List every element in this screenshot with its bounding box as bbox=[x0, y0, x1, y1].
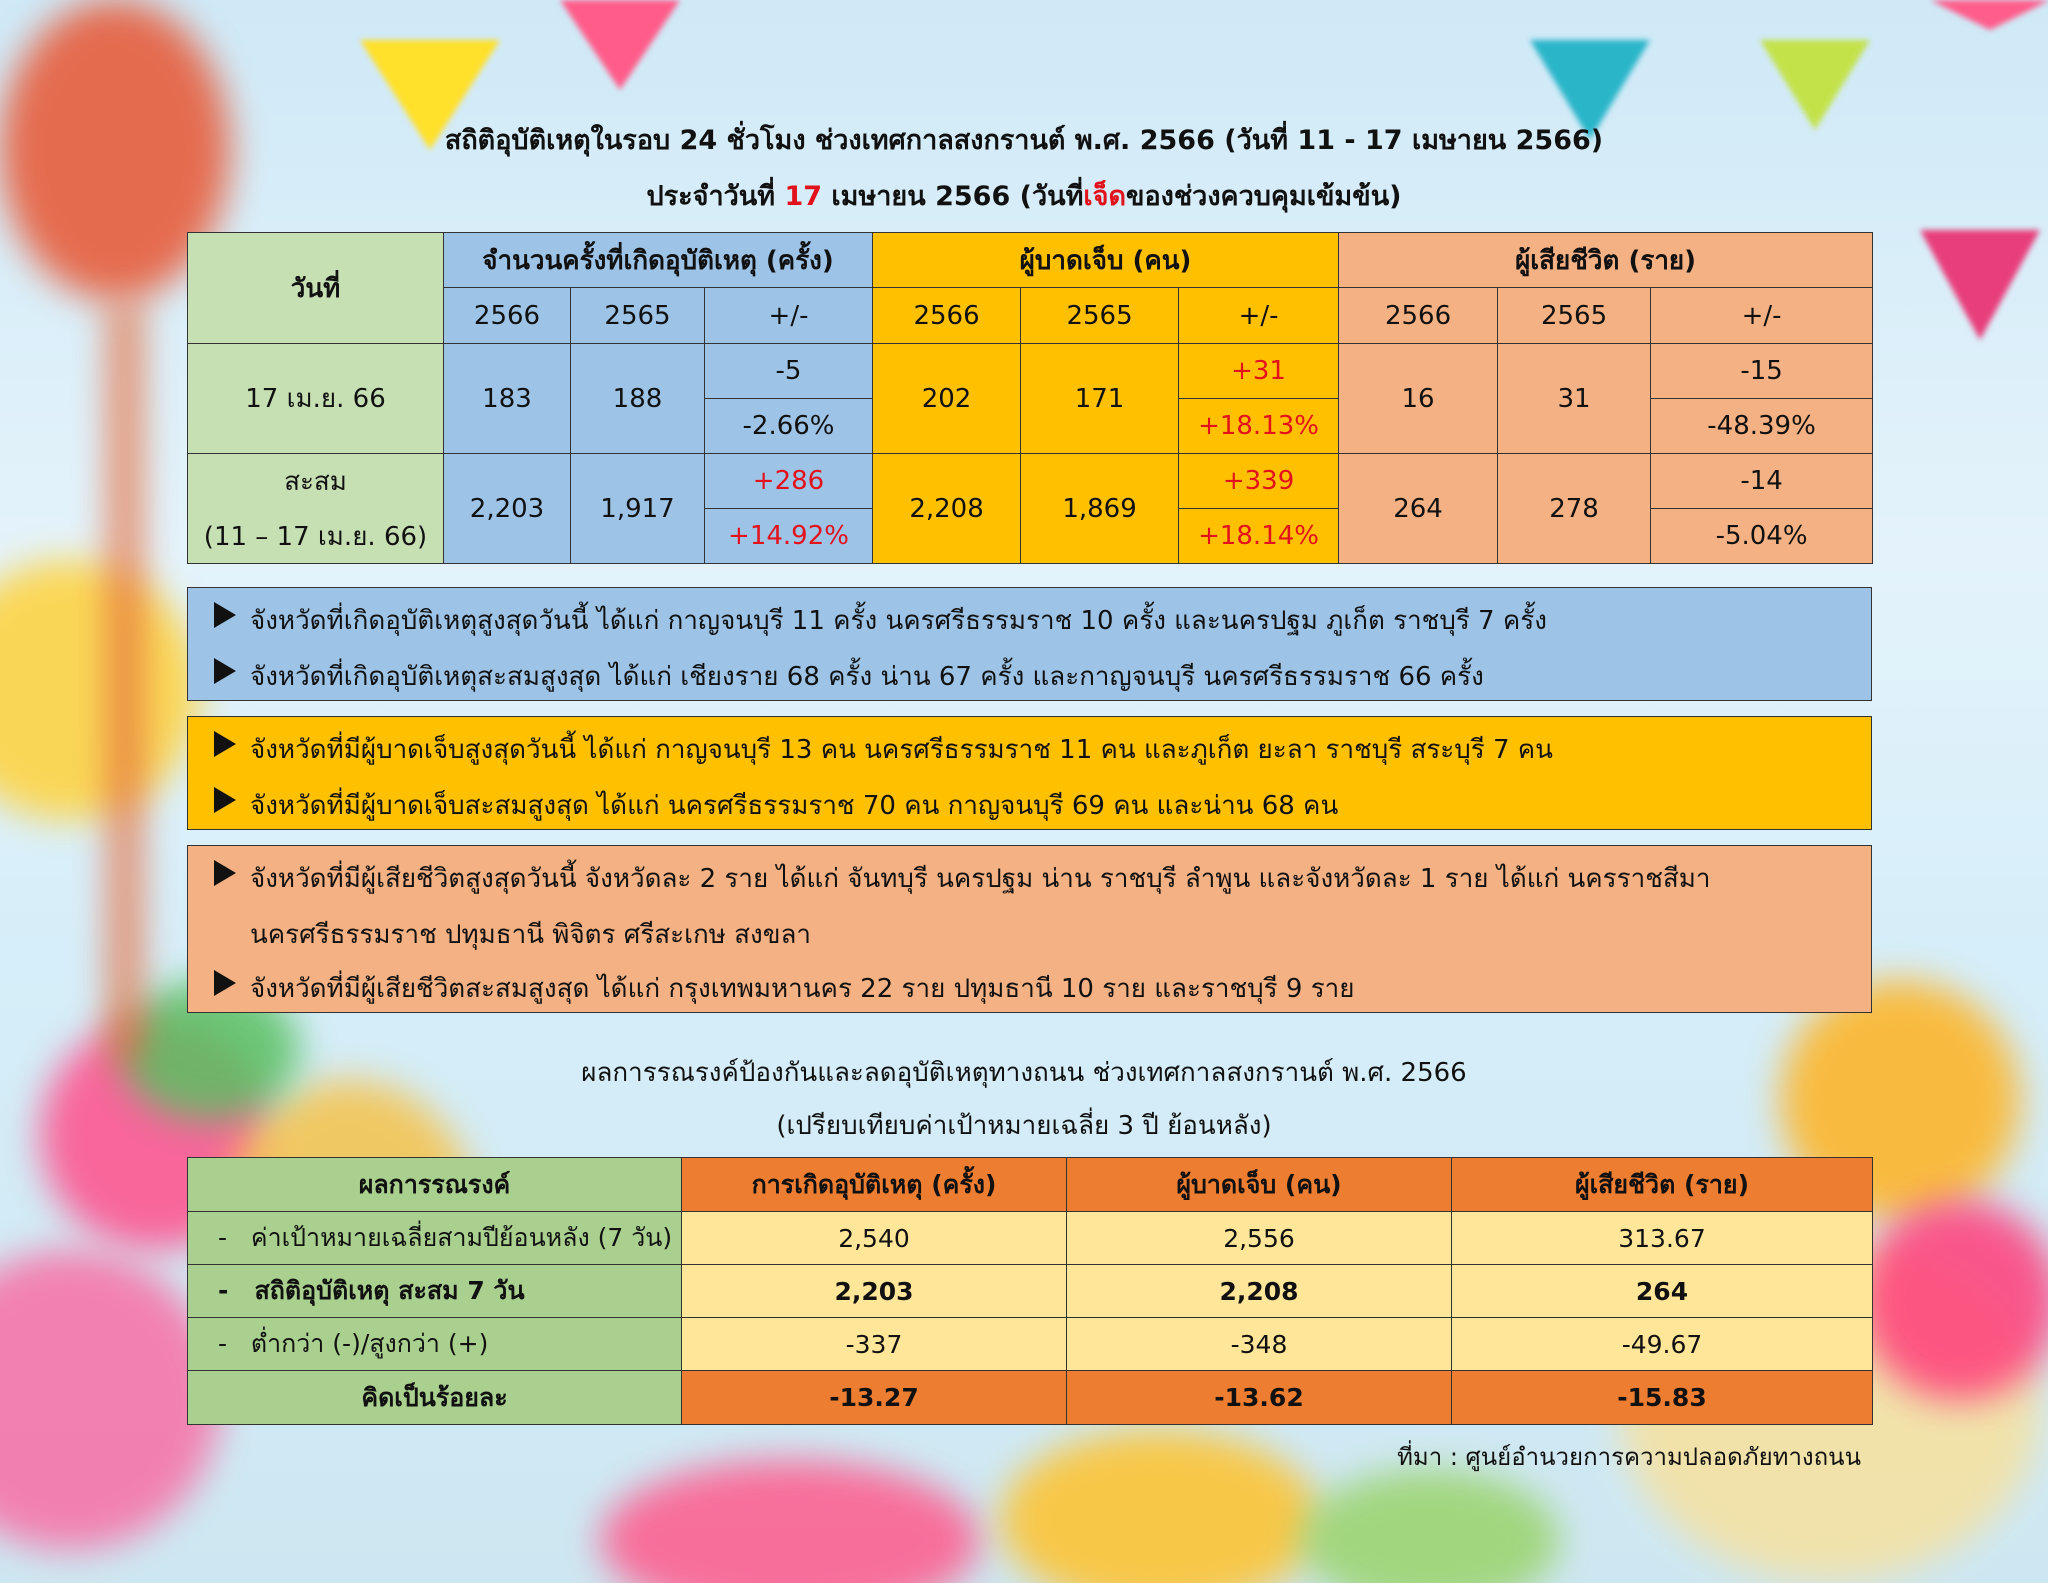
bullet-text: จังหวัดที่มีผู้เสียชีวิตสูงสุดวันนี้ จังหวัดละ 2 ราย ได้แก่ จันทบุรี นครปฐม น่าน ราชบุรี ลำพูน และจังหวัดละ 1 ราย ได้แก่ นครราชสีมา bbox=[250, 864, 1711, 894]
diff-header: +/- bbox=[705, 288, 873, 344]
year-2565: 2565 bbox=[1498, 288, 1651, 344]
bullet-text: จังหวัดที่มีผู้บาดเจ็บสะสมสูงสุด ได้แก่ นครศรีธรรมราช 70 คน กาญจนบุรี 69 คน และน่าน 68 คน bbox=[250, 791, 1339, 821]
diff-header: +/- bbox=[1651, 288, 1873, 344]
cell-diff: +339 bbox=[1179, 454, 1339, 509]
row-date-cumulative bbox=[188, 454, 444, 564]
arrow-bullet-icon bbox=[214, 602, 236, 628]
header-deaths: ผู้เสียชีวิต (ราย) bbox=[1339, 233, 1873, 288]
cell-value: 2,208 bbox=[1067, 1265, 1452, 1318]
bullet-item bbox=[250, 656, 1484, 697]
subtitle-part: เมษายน 2566 (วันที่ bbox=[822, 181, 1084, 212]
bullet-text: จังหวัดที่มีผู้เสียชีวิตสะสมสูงสุด ได้แก่ กรุงเทพมหานคร 22 ราย ปทุมธานี 10 ราย และราชบุรี 9 ราย bbox=[250, 974, 1355, 1004]
subtitle bbox=[0, 174, 2048, 217]
cell-value: -337 bbox=[682, 1318, 1067, 1371]
cell-diff-pct: +18.14% bbox=[1179, 509, 1339, 564]
campaign-subtitle: (เปรียบเทียบค่าเป้าหมายเฉลี่ย 3 ปี ย้อนหลัง) bbox=[776, 1111, 1272, 1141]
cell-value: 2,540 bbox=[682, 1212, 1067, 1265]
year-2565: 2565 bbox=[571, 288, 705, 344]
cell-value: 1,917 bbox=[571, 454, 705, 564]
row-date-today: 17 เม.ย. 66 bbox=[188, 344, 444, 454]
row-label-diff: - ต่ำกว่า (-)/สูงกว่า (+) bbox=[188, 1318, 682, 1371]
subtitle-date-highlight: 17 bbox=[784, 181, 823, 212]
cumulative-label: สะสม bbox=[284, 466, 347, 497]
row-label-actual: - สถิติอุบัติเหตุ สะสม 7 วัน bbox=[188, 1265, 682, 1318]
bullet-item bbox=[250, 729, 1553, 770]
arrow-bullet-icon bbox=[214, 860, 236, 886]
bullet-text: จังหวัดที่เกิดอุบัติเหตุสะสมสูงสุด ได้แก่ เชียงราย 68 ครั้ง น่าน 67 ครั้ง และกาญจนบุรี นครศรีธรรมราช 66 ครั้ง bbox=[250, 662, 1484, 692]
cell-diff: +286 bbox=[705, 454, 873, 509]
cell-value: 2,208 bbox=[873, 454, 1021, 564]
cell-value: 31 bbox=[1498, 344, 1651, 454]
cell-value: 2,556 bbox=[1067, 1212, 1452, 1265]
cell-value: 188 bbox=[571, 344, 705, 454]
cell-value: -13.27 bbox=[682, 1371, 1067, 1425]
cell-value: 202 bbox=[873, 344, 1021, 454]
subtitle-part: ของช่วงควบคุมเข้มข้น) bbox=[1126, 181, 1402, 212]
cell-value: 1,869 bbox=[1021, 454, 1179, 564]
source-note: ที่มา : ศูนย์อำนวยการความปลอดภัยทางถนน bbox=[1397, 1443, 1861, 1471]
year-2565: 2565 bbox=[1021, 288, 1179, 344]
daily-stats-table bbox=[187, 232, 1873, 564]
header-injured: ผู้บาดเจ็บ (คน) bbox=[873, 233, 1339, 288]
header-campaign: ผลการรณรงค์ bbox=[188, 1158, 682, 1212]
accidents-summary-box bbox=[187, 587, 1872, 701]
subtitle-part: ประจำวันที่ bbox=[646, 181, 785, 212]
cell-diff-pct: +18.13% bbox=[1179, 399, 1339, 454]
injured-summary-box bbox=[187, 716, 1872, 830]
cell-value: 313.67 bbox=[1452, 1212, 1873, 1265]
row-label-target: - ค่าเป้าหมายเฉลี่ยสามปีย้อนหลัง (7 วัน) bbox=[188, 1212, 682, 1265]
bullet-text: จังหวัดที่มีผู้บาดเจ็บสูงสุดวันนี้ ได้แก่ กาญจนบุรี 13 คน นครศรีธรรมราช 11 คน และภูเก็ต ยะลา ราชบุรี สระบุรี 7 คน bbox=[250, 735, 1553, 765]
header-accidents: การเกิดอุบัติเหตุ (ครั้ง) bbox=[682, 1158, 1067, 1212]
bullet-item bbox=[250, 858, 1710, 899]
year-2566: 2566 bbox=[1339, 288, 1498, 344]
cell-value: 171 bbox=[1021, 344, 1179, 454]
cell-diff: -5 bbox=[705, 344, 873, 399]
cell-value: -15.83 bbox=[1452, 1371, 1873, 1425]
cell-diff: -15 bbox=[1651, 344, 1873, 399]
header-injured: ผู้บาดเจ็บ (คน) bbox=[1067, 1158, 1452, 1212]
cell-value: 2,203 bbox=[682, 1265, 1067, 1318]
bullet-item bbox=[250, 968, 1355, 1009]
header-date: วันที่ bbox=[188, 233, 444, 344]
cell-value: 278 bbox=[1498, 454, 1651, 564]
subtitle-day-highlight: เจ็ด bbox=[1083, 181, 1126, 212]
arrow-bullet-icon bbox=[214, 658, 236, 684]
cumulative-range: (11 – 17 เม.ย. 66) bbox=[203, 521, 428, 552]
cell-value: 16 bbox=[1339, 344, 1498, 454]
cell-diff: -14 bbox=[1651, 454, 1873, 509]
cell-value: 264 bbox=[1339, 454, 1498, 564]
arrow-bullet-icon bbox=[214, 731, 236, 757]
cell-diff-pct: +14.92% bbox=[705, 509, 873, 564]
cell-value: -49.67 bbox=[1452, 1318, 1873, 1371]
cell-value: 264 bbox=[1452, 1265, 1873, 1318]
year-2566: 2566 bbox=[444, 288, 571, 344]
header-accidents: จำนวนครั้งที่เกิดอุบัติเหตุ (ครั้ง) bbox=[444, 233, 873, 288]
diff-header: +/- bbox=[1179, 288, 1339, 344]
main-title: สถิติอุบัติเหตุในรอบ 24 ชั่วโมง ช่วงเทศกาลสงกรานต์ พ.ศ. 2566 (วันที่ 11 - 17 เมษายน 2566) bbox=[444, 125, 1604, 156]
header-deaths: ผู้เสียชีวิต (ราย) bbox=[1452, 1158, 1873, 1212]
deaths-summary-box bbox=[187, 845, 1872, 1013]
campaign-results-table bbox=[187, 1157, 1873, 1425]
bullet-continuation: นครศรีธรรมราช ปทุมธานี พิจิตร ศรีสะเกษ สงขลา bbox=[250, 920, 811, 950]
cell-diff-pct: -48.39% bbox=[1651, 399, 1873, 454]
cell-diff: +31 bbox=[1179, 344, 1339, 399]
cell-diff-pct: -5.04% bbox=[1651, 509, 1873, 564]
cell-diff-pct: -2.66% bbox=[705, 399, 873, 454]
bullet-item bbox=[250, 600, 1547, 641]
cell-value: 2,203 bbox=[444, 454, 571, 564]
arrow-bullet-icon bbox=[214, 787, 236, 813]
cell-value: -13.62 bbox=[1067, 1371, 1452, 1425]
cell-value: -348 bbox=[1067, 1318, 1452, 1371]
arrow-bullet-icon bbox=[214, 970, 236, 996]
cell-value: 183 bbox=[444, 344, 571, 454]
year-2566: 2566 bbox=[873, 288, 1021, 344]
row-label-percent: คิดเป็นร้อยละ bbox=[188, 1371, 682, 1425]
campaign-title: ผลการรณรงค์ป้องกันและลดอุบัติเหตุทางถนน ช่วงเทศกาลสงกรานต์ พ.ศ. 2566 bbox=[581, 1058, 1467, 1088]
bullet-text: จังหวัดที่เกิดอุบัติเหตุสูงสุดวันนี้ ได้แก่ กาญจนบุรี 11 ครั้ง นครศรีธรรมราช 10 ครั้ง และนครปฐม ภูเก็ต ราชบุรี 7 ครั้ง bbox=[250, 606, 1547, 636]
bullet-item bbox=[250, 785, 1338, 826]
